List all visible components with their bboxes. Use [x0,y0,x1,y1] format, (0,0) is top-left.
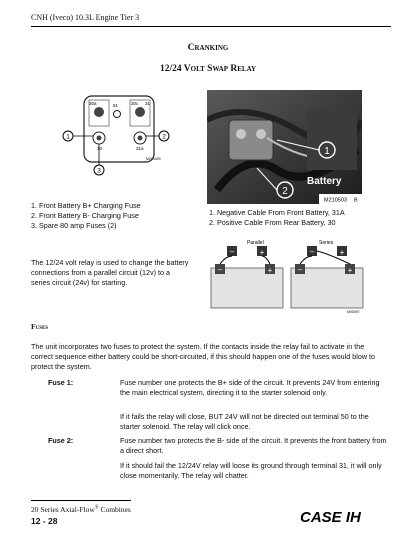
terminal-label: 30c [131,101,139,106]
list-item: 3. Spare 80 amp Fuses (2) [31,221,117,230]
case-ih-logo [300,506,386,526]
battery-label: Battery [307,176,342,187]
svg-text:–: – [309,247,315,256]
svg-text:+: + [347,266,353,275]
svg-text:+: + [339,248,345,257]
terminal-label: 30 [97,146,103,151]
fuse-parts-list [31,201,141,231]
terminal-label: 31a [136,146,144,151]
svg-text:–: – [217,265,223,274]
terminal-label: 51 [113,103,119,108]
fuse2-failure: If it should fail the 12/24V relay will loose its ground through terminal 31, it will only close momentarily. The relay will chatter. [120,461,382,480]
relay-diagram [62,90,170,176]
callout-number: 1 [66,133,70,141]
fuse1-label: Fuse 1: [48,378,74,387]
fuse2-label: Fuse 2: [48,436,74,445]
cable-list [209,208,345,228]
svg-text:–: – [297,265,303,274]
series-suffix: Combines [98,505,131,514]
section-title: Cranking [187,43,229,53]
callout-number: 2 [282,186,288,197]
header-rule [31,26,391,27]
page-number: 12 - 28 [31,516,58,526]
parallel-label: Parallel [247,240,264,246]
figure-code: M00097 [347,310,360,314]
fuse1-failure: If it fails the relay will close, BUT 24V will not be directed out terminal 50 to the starter solenoid. The relay will click once. [120,412,369,431]
fuse2-description: Fuse number two protects the B- side of the circuit. It prevents the front battery from a direct short. [120,436,387,455]
fuse1-description: Fuse number one protects the B+ side of the circuit. It prevents 24V from entering the main electrical system, directing it to the starter solenoid only. [120,378,380,397]
list-item: 2. Front Battery B- Charging Fuse [31,211,139,220]
footer-series [31,505,131,514]
callout-number: 3 [97,167,101,175]
running-header: CNH (Iveco) 10.3L Engine Tier 3 [31,13,140,22]
svg-text:–: – [229,247,235,256]
footer-rule [31,500,131,501]
figure-code: M210503 [324,197,347,204]
relay-photo [207,90,362,204]
subsection-title: 12/24 Volt Swap Relay [159,64,257,74]
callout-number: 1 [324,146,330,157]
figure-letter: B [354,197,358,204]
svg-text:+: + [267,266,273,275]
fuses-heading: Fuses [31,322,49,331]
list-item: 1. Negative Cable From Front Battery, 31A [209,208,345,217]
terminal-label: 31 [145,101,151,106]
registered-mark: ® [94,505,99,511]
fuses-description: The unit incorporates two fuses to protect the system. If the contacts inside the relay fail to activate in the correct sequence either battery could be short-circuited, if this should happen one of the fuses would blow to protect the system. [31,342,376,371]
terminal-label: 30a [89,101,97,106]
figure-code: M210403 [146,157,161,161]
callout-number: 2 [162,133,166,141]
series-label: Series [319,240,334,246]
series-name: 20 Series Axial-Flow [31,505,95,514]
svg-text:+: + [259,248,265,257]
list-item: 2. Positive Cable From Rear Battery, 30 [209,218,336,227]
relay-description: The 12/24 volt relay is used to change the battery connections from a parallel circuit (12v) to a series circuit (24v) for starting. [31,258,189,287]
list-item: 1. Front Battery B+ Charging Fuse [31,201,141,210]
battery-circuit-diagram [209,236,364,316]
logo-text: CASE IH [300,509,361,526]
